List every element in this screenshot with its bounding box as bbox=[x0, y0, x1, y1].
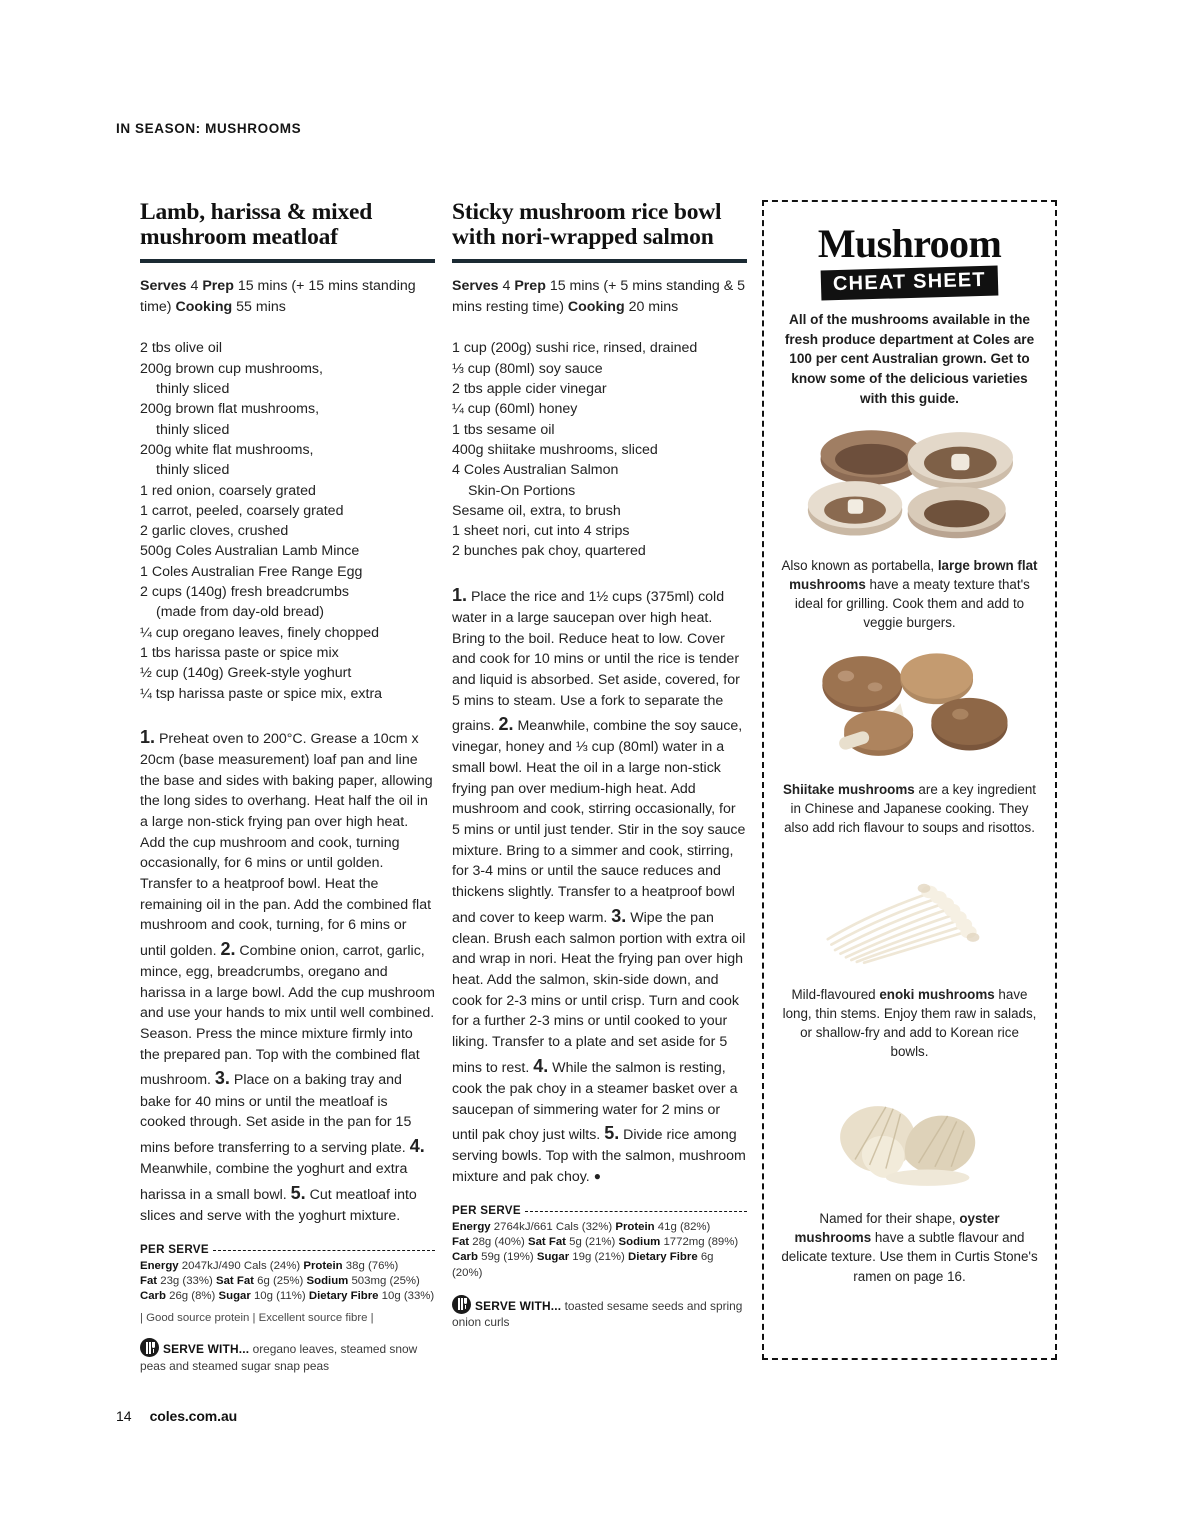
ingredient-list bbox=[452, 338, 747, 561]
mushroom-caption: Shiitake mushrooms are a key ingredient in Chinese and Japanese cooking. They also add rich flavour to soups and risottos. bbox=[782, 781, 1037, 836]
ingredient-item: 4 Coles Australian Salmon Skin-On Portions bbox=[452, 460, 747, 501]
ingredient-item: 2 tbs apple cider vinegar bbox=[452, 381, 607, 398]
ingredient-item: ¼ cup oregano leaves, finely chopped bbox=[140, 624, 379, 641]
page-number: 14 bbox=[116, 1408, 132, 1424]
step-number: 4. bbox=[409, 1135, 425, 1156]
meta-label: Prep bbox=[514, 278, 546, 295]
nutrient-label: Sodium bbox=[618, 1236, 661, 1249]
ingredient-continuation: thinly sliced bbox=[156, 381, 230, 398]
serve-with bbox=[452, 1291, 747, 1330]
ingredient-item: Sesame oil, extra, to brush bbox=[452, 502, 621, 519]
meta-label: Prep bbox=[202, 278, 234, 295]
meta-label: Serves bbox=[140, 278, 187, 295]
step-number: 5. bbox=[604, 1123, 620, 1144]
ingredient-item: 2 tbs olive oil bbox=[140, 340, 223, 357]
cutlery-icon bbox=[140, 1338, 159, 1357]
step-text: Meanwhile, combine the soy sauce, vinegar, honey and ⅓ cup (80ml) water in a small bowl. Heat the oil in a large non-stick frying pan over medium-high heat. Add mushroom and cook, stirring occasionally, for 5 mins or until just tender. Stir in the soy sauce mixture. Bring to a simmer and cook, stirring, for 3-4 mins or until the sauce reduces and thickens slightly. Transfer to a heatproof bowl and cover to keep warm. bbox=[452, 718, 746, 926]
mushroom-name: large brown flat mushrooms bbox=[789, 557, 1038, 592]
ingredient-item: 200g white flat mushrooms, thinly sliced bbox=[140, 440, 435, 481]
nutrition-line: Energy 2047kJ/490 Cals (24%) Protein 38g (76%) bbox=[140, 1259, 399, 1272]
nutrient-label: Carb bbox=[140, 1290, 166, 1303]
ingredient-continuation: Skin-On Portions bbox=[468, 482, 576, 499]
ingredient-item: 1 carrot, peeled, coarsely grated bbox=[140, 502, 344, 519]
mushroom-name: Shiitake mushrooms bbox=[782, 781, 915, 797]
ingredient-continuation: thinly sliced bbox=[156, 462, 230, 479]
dashed-rule bbox=[525, 1211, 747, 1212]
mushroom-cheat-sheet-panel bbox=[762, 200, 1057, 1360]
recipe-column-2 bbox=[452, 200, 747, 1330]
step-number: 2. bbox=[220, 938, 236, 959]
ingredient-item: 2 cups (140g) fresh breadcrumbs (made from day-old bread) bbox=[140, 582, 435, 623]
ingredient-item: 2 garlic cloves, crushed bbox=[140, 523, 289, 540]
step-text: Meanwhile, combine the yoghurt and extra harissa in a small bowl. bbox=[140, 1161, 408, 1203]
nutrition-heading-label: PER SERVE bbox=[452, 1203, 521, 1217]
nutrient-label: Sodium bbox=[306, 1274, 349, 1287]
recipe-meta: Serves 4 Prep 15 mins (+ 15 mins standing time) Cooking 55 mins bbox=[140, 278, 416, 315]
serve-with-text: toasted sesame seeds and spring onion curls bbox=[452, 1298, 743, 1330]
nutrition-heading bbox=[452, 1204, 747, 1217]
step-number: 4. bbox=[533, 1055, 549, 1076]
step-number: 2. bbox=[498, 714, 514, 735]
ingredient-item: ¼ cup (60ml) honey bbox=[452, 401, 578, 418]
enoki-mushrooms-photo bbox=[780, 852, 1039, 975]
nutrition-claims: | Good source protein | Excellent source fibre | bbox=[140, 1312, 374, 1325]
cheat-sheet-banner: CHEAT SHEET bbox=[821, 266, 999, 301]
step-text: Place the rice and 1½ cups (375ml) cold water in a large saucepan over high heat. Bring to the boil. Reduce heat to low. Cover and cook for 10 mins or until the rice is tender and liquid is absorbed. Set aside, covered, for 5 mins to steam. Use a fork to separate the grains. bbox=[452, 588, 740, 735]
nutrition-heading-label: PER SERVE bbox=[140, 1242, 209, 1256]
serve-with-label: SERVE WITH... bbox=[475, 1298, 562, 1313]
nutrition-panel bbox=[140, 1243, 435, 1374]
step-text: While the salmon is resting, cook the pak choy in a steamer basket over a saucepan of simmering water for 2 mins or until pak choy just wilts. bbox=[452, 1059, 738, 1144]
nutrition-line: Energy 2764kJ/661 Cals (32%) Protein 41g (82%) bbox=[452, 1220, 711, 1233]
nutrient-label: Sugar bbox=[218, 1290, 251, 1303]
ingredient-item: 500g Coles Australian Lamb Mince bbox=[140, 543, 360, 560]
method-steps bbox=[452, 582, 747, 1188]
step-text: Wipe the pan clean. Brush each salmon portion with extra oil and wrap in nori. Heat the frying pan over high heat. Add the salmon, skin-side down, and cook for 2-3 mins or until crisp. Turn and cook for a further 2-3 mins or until cooked to your liking. Transfer to a plate and set aside for 5 mins to rest. bbox=[452, 909, 746, 1076]
nutrition-line: Carb 59g (19%) Sugar 19g (21%) Dietary Fibre 6g (20%) bbox=[452, 1251, 714, 1279]
ingredient-item: ⅓ cup (80ml) soy sauce bbox=[452, 360, 603, 377]
recipe-meta: Serves 4 Prep 15 mins (+ 5 mins standing & 5 mins resting time) Cooking 20 mins bbox=[452, 278, 745, 315]
nutrition-line: Carb 26g (8%) Sugar 10g (11%) Dietary Fibre 10g (33%) bbox=[140, 1290, 435, 1303]
end-of-recipe-dot: ● bbox=[593, 1169, 601, 1184]
serve-with-label: SERVE WITH... bbox=[163, 1342, 250, 1357]
meta-label: Serves bbox=[452, 278, 499, 295]
ingredient-list bbox=[140, 338, 435, 703]
nutrient-label: Fat bbox=[452, 1236, 470, 1249]
recipe-title: Lamb, harissa & mixed mushroom meatloaf bbox=[140, 199, 373, 251]
ingredient-item: 1 sheet nori, cut into 4 strips bbox=[452, 523, 630, 540]
step-number: 1. bbox=[140, 726, 156, 747]
cheat-sheet-entries bbox=[780, 423, 1039, 1286]
nutrient-label: Fat bbox=[140, 1274, 158, 1287]
step-number: 3. bbox=[214, 1068, 230, 1089]
nutrition-panel bbox=[452, 1204, 747, 1331]
nutrient-label: Protein bbox=[303, 1259, 343, 1272]
step-text: Combine onion, carrot, garlic, mince, egg, breadcrumbs, oregano and harissa in a large bowl. Add the cup mushroom and use your hands to mix until well combined. Season. Press the mince mixture firmly into the prepared pan. Top with the combined flat mushroom. bbox=[140, 942, 435, 1089]
title-rule bbox=[140, 259, 435, 263]
nutrient-label: Energy bbox=[140, 1259, 179, 1272]
running-head: IN SEASON: MUSHROOMS bbox=[116, 121, 302, 136]
nutrient-label: Dietary Fibre bbox=[308, 1290, 379, 1303]
ingredient-item: 1 red onion, coarsely grated bbox=[140, 482, 316, 499]
website-label: coles.com.au bbox=[149, 1408, 238, 1424]
nutrient-label: Energy bbox=[452, 1220, 491, 1233]
step-number: 5. bbox=[290, 1182, 306, 1203]
step-text: Cut meatloaf into slices and serve with the yoghurt mixture. bbox=[140, 1186, 417, 1224]
mushroom-caption: Named for their shape, oyster mushrooms have a subtle flavour and delicate texture. Use them in Curtis Stone's ramen on page 16. bbox=[781, 1210, 1038, 1284]
nutrition-heading bbox=[140, 1243, 435, 1256]
nutrient-label: Sat Fat bbox=[527, 1236, 566, 1249]
nutrient-label: Protein bbox=[615, 1220, 655, 1233]
mushroom-caption: Mild-flavoured enoki mushrooms have long, thin stems. Enjoy them raw in salads, or shallow-fry and add to Korean rice bowls. bbox=[782, 986, 1037, 1060]
serve-with bbox=[140, 1334, 435, 1373]
ingredient-item: 200g brown flat mushrooms, thinly sliced bbox=[140, 399, 435, 440]
recipe-column-1 bbox=[140, 200, 435, 1374]
nutrient-label: Carb bbox=[452, 1251, 478, 1264]
dashed-rule bbox=[213, 1250, 435, 1251]
step-text: Divide rice among serving bowls. Top with the salmon, mushroom mixture and pak choy. bbox=[452, 1127, 746, 1186]
nutrient-label: Sugar bbox=[536, 1251, 570, 1264]
ingredient-continuation: thinly sliced bbox=[156, 421, 230, 438]
nutrient-label: Dietary Fibre bbox=[628, 1251, 698, 1264]
ingredient-item: 400g shiitake mushrooms, sliced bbox=[452, 441, 658, 458]
ingredient-item: 1 tbs sesame oil bbox=[452, 421, 555, 438]
step-number: 3. bbox=[611, 905, 627, 926]
serve-with-text: oregano leaves, steamed snow peas and steamed sugar snap peas bbox=[140, 1342, 418, 1373]
oyster-mushrooms-photo bbox=[780, 1076, 1039, 1199]
shiitake-mushrooms-photo bbox=[780, 647, 1039, 770]
method-steps bbox=[140, 724, 435, 1227]
cheat-sheet-title: Mushroom bbox=[817, 221, 1002, 266]
ingredient-item: 1 tbs harissa paste or spice mix bbox=[140, 644, 339, 661]
mushroom-name: enoki mushrooms bbox=[879, 986, 995, 1002]
ingredient-item: 200g brown cup mushrooms, thinly sliced bbox=[140, 359, 435, 400]
recipe-title: Sticky mushroom rice bowl with nori-wrapped salmon bbox=[452, 199, 722, 251]
cheat-sheet-intro: All of the mushrooms available in the fresh produce department at Coles are 100 per cent Australian grown. Get to know some of the delicious varieties with this guide. bbox=[784, 312, 1035, 406]
title-rule bbox=[452, 259, 747, 263]
step-text: Preheat oven to 200°C. Grease a 10cm x 20cm (base measurement) loaf pan and line the base and sides with baking paper, allowing the long sides to overhang. Heat half the oil in a large non-stick frying pan over high heat. Add the cup mushroom and cook, turning occasionally, for 6 mins or until golden. Transfer to a heatproof bowl. Heat the remaining oil in the pan. Add the combined flat mushroom and cook, turning, for 6 mins or until golden. bbox=[140, 730, 433, 959]
nutrient-label: Sat Fat bbox=[215, 1274, 254, 1287]
page-footer bbox=[116, 1408, 237, 1424]
nutrition-line: Fat 28g (40%) Sat Fat 5g (21%) Sodium 1772mg (89%) bbox=[452, 1236, 739, 1249]
step-text: Place on a baking tray and bake for 40 mins or until the meatloaf is cooked through. Set aside in the pan for 15 mins before transferring to a serving plate. bbox=[140, 1072, 412, 1156]
ingredient-item: ¼ tsp harissa paste or spice mix, extra bbox=[140, 685, 383, 702]
nutrition-values bbox=[452, 1220, 747, 1281]
ingredient-item: 1 Coles Australian Free Range Egg bbox=[140, 563, 363, 580]
mushroom-name: oyster mushrooms bbox=[794, 1210, 1000, 1246]
ingredient-item: 2 bunches pak choy, quartered bbox=[452, 543, 646, 560]
nutrition-line: Fat 23g (33%) Sat Fat 6g (25%) Sodium 503mg (25%) bbox=[140, 1274, 420, 1287]
cutlery-icon bbox=[452, 1295, 471, 1314]
ingredient-item: ½ cup (140g) Greek-style yoghurt bbox=[140, 665, 352, 682]
ingredient-continuation: (made from day-old bread) bbox=[156, 604, 324, 621]
step-number: 1. bbox=[452, 584, 468, 605]
ingredient-item: 1 cup (200g) sushi rice, rinsed, drained bbox=[452, 340, 698, 357]
meta-label: Cooking bbox=[567, 298, 625, 315]
meta-label: Cooking bbox=[175, 298, 233, 315]
nutrition-values bbox=[140, 1259, 435, 1305]
mushroom-caption: Also known as portabella, large brown flat mushrooms have a meaty texture that's ideal for grilling. Cook them and add to veggie burgers. bbox=[781, 557, 1038, 631]
large-brown-flat-mushrooms-photo bbox=[780, 423, 1039, 546]
